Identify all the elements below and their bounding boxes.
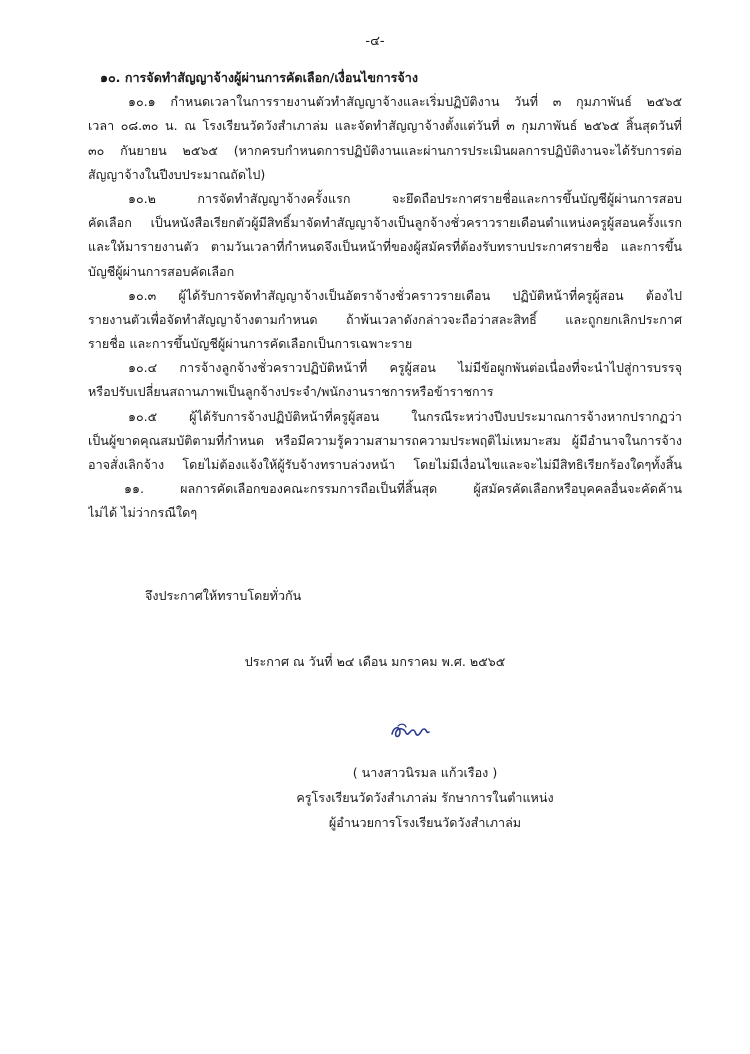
item-11-line: ไม่ได้ ไม่ว่ากรณีใดๆ (88, 505, 198, 521)
item-10-1-line: สัญญาจ้างในปีงบประมาณถัดไป) (88, 166, 266, 182)
heading-section-10: ๑๐. การจัดทำสัญญาจ้างผู้ผ่านการคัดเลือก/เงื่อนไขการจ้าง (100, 70, 419, 85)
signer-position-line-2: ผู้อำนวยการโรงเรียนวัดวังสำเภาล่ม (328, 815, 522, 830)
document-body (88, 66, 682, 526)
item-10-2-line: และให้มารายงานตัว ตามวันเวลาที่กำหนดจึงเป็นหน้าที่ของผู้สมัครที่ต้องรับทราบประกาศรายชื่อ และการขึ้น (88, 239, 682, 255)
item-10-4-line: หรือปรับเปลี่ยนสถานภาพเป็นลูกจ้างประจำ/พนักงานราชการหรือข้าราชการ (88, 384, 494, 400)
item-10-4-line: ๑๐.๔ การจ้างลูกจ้างชั่วคราวปฏิบัติหน้าที่ ครูผู้สอน ไม่มีข้อผูกพันต่อเนื่องที่จะนำไปสู่การบรรจุ (128, 360, 682, 376)
item-10-3-line: ๑๐.๓ ผู้ได้รับการจัดทำสัญญาจ้างเป็นอัตราจ้างชั่วคราวรายเดือน ปฏิบัติหน้าที่ครูผู้สอน ต้องไป (128, 287, 682, 303)
item-11-line: ๑๑. ผลการคัดเลือกของคณะกรรมการถือเป็นที่สิ้นสุด ผู้สมัครคัดเลือกหรือบุคคลอื่นจะคัดค้าน (124, 481, 682, 497)
item-10-1-line: ๑๐.๑ กำหนดเวลาในการรายงานตัวทำสัญญาจ้างและเริ่มปฏิบัติงาน วันที่ ๓ กุมภาพันธ์ ๒๕๖๕ (128, 94, 682, 110)
announcement-text: จึงประกาศให้ทราบโดยทั่วกัน (145, 588, 302, 603)
item-10-5-line: เป็นผู้ขาดคุณสมบัติตามที่กำหนด หรือมีความรู้ความสามารถความประพฤติไม่เหมาะสม ผู้มีอำนาจในการจ้าง (88, 432, 682, 448)
item-10-5-line: ๑๐.๕ ผู้ได้รับการจ้างปฏิบัติหน้าที่ครูผู้สอน ในกรณีระหว่างปีงบประมาณการจ้างหากปรากฏว่า (128, 408, 682, 424)
signer-position-line-1: ครูโรงเรียนวัดวังสำเภาล่ม รักษาการในตำแหน่ง (296, 790, 554, 805)
signature-block (260, 760, 590, 835)
page-number: -๔- (365, 34, 385, 49)
handwritten-signature (388, 718, 432, 744)
item-10-1-line: ๓๐ กันยายน ๒๕๖๕ (หากครบกำหนดการปฏิบัติงานและผ่านการประเมินผลการปฏิบัติงานจะได้รับการต่อ (88, 142, 682, 158)
item-10-2-line: บัญชีผู้ผ่านการสอบคัดเลือก (88, 263, 235, 279)
item-10-1-line: เวลา ๐๘.๓๐ น. ณ โรงเรียนวัดวังสำเภาล่ม และจัดทำสัญญาจ้างตั้งแต่วันที่ ๓ กุมภาพันธ์ ๒๕๖๕ สิ้นสุดวันที่ (88, 118, 682, 134)
item-10-2-line: คัดเลือก เป็นหนังสือเรียกตัวผู้มีสิทธิ์มาจัดทำสัญญาจ้างเป็นลูกจ้างชั่วคราวรายเดือนตำแหน่งครูผู้สอนครั้งแรก (88, 215, 682, 231)
item-10-3-line: รายงานตัวเพื่อจัดทำสัญญาจ้างตามกำหนด ถ้าพ้นเวลาดังกล่าวจะถือว่าสละสิทธิ์ และถูกยกเลิกประกาศ (88, 311, 682, 327)
item-10-5-line: อาจสั่งเลิกจ้าง โดยไม่ต้องแจ้งให้ผู้รับจ้างทราบล่วงหน้า โดยไม่มีเงื่อนไขและจะไม่มีสิทธิเรียกร้องใดๆทั้งสิ้น (88, 457, 682, 472)
signer-name: ( นางสาวนิรมล แก้วเรือง ) (352, 765, 498, 780)
item-10-2-line: ๑๐.๒ การจัดทำสัญญาจ้างครั้งแรก จะยึดถือประกาศรายชื่อและการขึ้นบัญชีผู้ผ่านการสอบ (128, 190, 682, 206)
item-10-3-line: รายชื่อ และการขึ้นบัญชีผู้ผ่านการคัดเลือกเป็นการเฉพาะราย (88, 336, 413, 352)
announcement-date: ประกาศ ณ วันที่ ๒๔ เดือน มกราคม พ.ศ. ๒๕๖๕ (244, 654, 506, 669)
